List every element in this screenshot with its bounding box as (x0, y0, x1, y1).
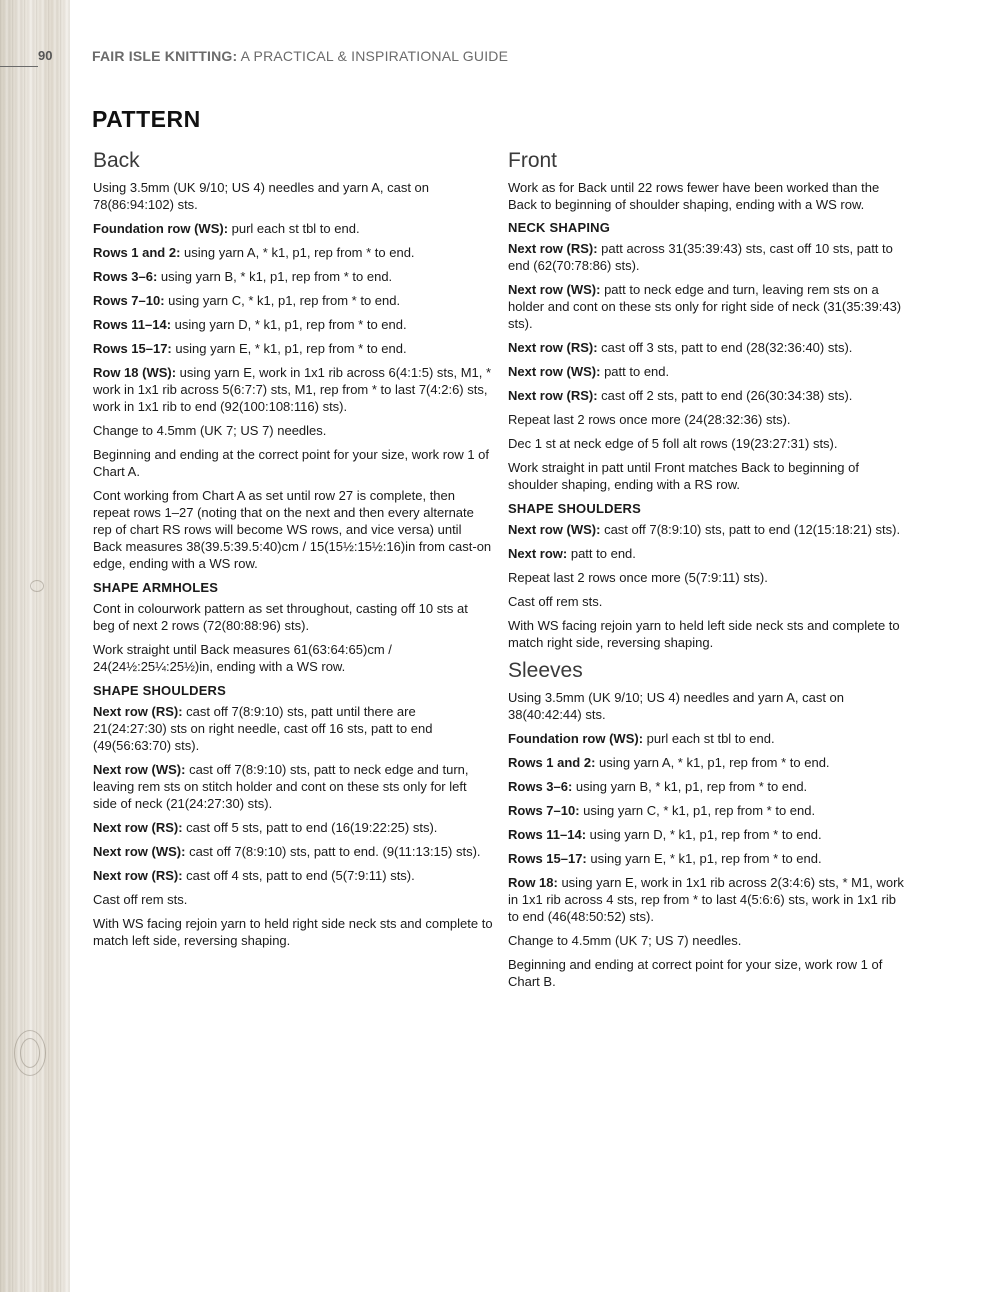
back-row: Rows 1 and 2: using yarn A, * k1, p1, rep from * to end. (93, 245, 415, 260)
front-cast-off: Cast off rem sts. (508, 594, 603, 609)
sleeve-row: Rows 15–17: using yarn E, * k1, p1, rep from * to end. (508, 851, 822, 866)
back-shoulder-row: Next row (WS): cast off 7(8:9:10) sts, patt to end. (9(11:13:15) sts). (93, 844, 481, 859)
front-rejoin: With WS facing rejoin yarn to held left side neck sts and complete to match right side, reversing shaping. (508, 618, 900, 650)
left-column (93, 148, 493, 956)
neck-row: Next row (RS): cast off 2 sts, patt to end (26(30:34:38) sts). (508, 388, 853, 403)
back-row: Rows 3–6: using yarn B, * k1, p1, rep from * to end. (93, 269, 393, 284)
back-intro: Using 3.5mm (UK 9/10; US 4) needles and yarn A, cast on 78(86:94:102) sts. (93, 180, 430, 212)
back-row: Rows 7–10: using yarn C, * k1, p1, rep from * to end. (93, 293, 401, 308)
back-shoulder-row: Next row (RS): cast off 4 sts, patt to end (5(7:9:11) sts). (93, 868, 415, 883)
sleeve-row: Rows 1 and 2: using yarn A, * k1, p1, rep from * to end. (508, 755, 830, 770)
back-heading: Back (93, 149, 140, 172)
woodgrain-margin (0, 0, 70, 1292)
page-number: 90 (38, 48, 53, 63)
sleeve-row: Rows 11–14: using yarn D, * k1, p1, rep from * to end. (508, 827, 822, 842)
front-intro: Work as for Back until 22 rows fewer have been worked than the Back to beginning of shoulder shaping, ending with a WS row. (508, 180, 880, 212)
armholes-text: Work straight until Back measures 61(63:64:65)cm / 24(24½:25¼:25½)in, ending with a WS row. (93, 642, 392, 674)
front-repeat: Repeat last 2 rows once more (5(7:9:11) sts). (508, 570, 768, 585)
sleeves-intro: Using 3.5mm (UK 9/10; US 4) needles and yarn A, cast on 38(40:42:44) sts. (508, 690, 845, 722)
back-cast-off: Cast off rem sts. (93, 892, 188, 907)
back-change-needles: Change to 4.5mm (UK 7; US 7) needles. (93, 423, 327, 438)
back-row: Foundation row (WS): purl each st tbl to end. (93, 221, 360, 236)
right-column (508, 148, 908, 997)
back-shoulder-row: Next row (RS): cast off 7(8:9:10) sts, patt until there are 21(24:27:30) sts on right needle, cast off 16 sts, patt to end (49(56:63:70) sts). (93, 704, 433, 753)
neck-repeat: Repeat last 2 rows once more (24(28:32:36) sts). (508, 412, 791, 427)
page-title: PATTERN (92, 106, 201, 132)
front-shoulder-row: Next row: patt to end. (508, 546, 636, 561)
back-cont-working: Cont working from Chart A as set until row 27 is complete, then repeat rows 1–27 (noting that on the next and then every alternate rep of chart RS rows will become WS rows, and vice versa) until Back measures 38(39.5:39.5:40)cm / 15(15½:15½:16)in from cast-on edge, ending with a WS row. (93, 488, 492, 571)
back-row: Row 18 (WS): using yarn E, work in 1x1 rib across 6(4:1:5) sts, M1, * work in 1x1 rib across 5(6:7:7) sts, M1, rep from * to last 7(4:2:6) sts, work in 1x1 rib to end (92(100:108:116) sts). (93, 365, 492, 414)
book-subtitle: A PRACTICAL & INSPIRATIONAL GUIDE (237, 48, 509, 64)
sleeve-row: Rows 3–6: using yarn B, * k1, p1, rep from * to end. (508, 779, 808, 794)
book-title: FAIR ISLE KNITTING: (92, 48, 238, 64)
neck-shaping-heading: NECK SHAPING (508, 220, 611, 235)
back-shoulder-row: Next row (RS): cast off 5 sts, patt to end (16(19:22:25) sts). (93, 820, 438, 835)
armholes-text: Cont in colourwork pattern as set throughout, casting off 10 sts at beg of next 2 rows (72(80:88:96) sts). (93, 601, 468, 633)
back-shoulder-row: Next row (WS): cast off 7(8:9:10) sts, patt to neck edge and turn, leaving rem sts on stitch holder and cont on these sts only for left side of neck (21(24:27:30) sts). (93, 762, 469, 811)
shape-armholes-heading: SHAPE ARMHOLES (93, 580, 219, 595)
front-shape-shoulders-heading: SHAPE SHOULDERS (508, 501, 642, 516)
neck-row: Next row (RS): cast off 3 sts, patt to end (28(32:36:40) sts). (508, 340, 853, 355)
neck-row: Next row (WS): patt to end. (508, 364, 670, 379)
sleeve-row: Foundation row (WS): purl each st tbl to end. (508, 731, 775, 746)
wood-knot (20, 1038, 40, 1068)
sleeve-row: Row 18: using yarn E, work in 1x1 rib across 2(3:4:6) sts, * M1, work in 1x1 rib across 4 sts, rep from * to last 4(5:6:6) sts, work in 1x1 rib to end (46(48:50:52) sts). (508, 875, 904, 924)
back-begin-chart: Beginning and ending at the correct point for your size, work row 1 of Chart A. (93, 447, 489, 479)
back-rejoin: With WS facing rejoin yarn to held right side neck sts and complete to match left side, reversing shaping. (93, 916, 493, 948)
header-rule (0, 66, 38, 67)
front-shoulder-row: Next row (WS): cast off 7(8:9:10) sts, patt to end (12(15:18:21) sts). (508, 522, 901, 537)
sleeve-row: Rows 7–10: using yarn C, * k1, p1, rep from * to end. (508, 803, 816, 818)
neck-straight: Work straight in patt until Front matches Back to beginning of shoulder shaping, ending with a RS row. (508, 460, 859, 492)
sleeves-begin-chart: Beginning and ending at correct point for your size, work row 1 of Chart B. (508, 957, 883, 989)
back-shape-shoulders-heading: SHAPE SHOULDERS (93, 683, 227, 698)
back-row: Rows 11–14: using yarn D, * k1, p1, rep from * to end. (93, 317, 407, 332)
neck-dec: Dec 1 st at neck edge of 5 foll alt rows (19(23:27:31) sts). (508, 436, 838, 451)
neck-row: Next row (RS): patt across 31(35:39:43) sts, cast off 10 sts, patt to end (62(70:78:86) sts). (508, 241, 893, 273)
sleeves-change-needles: Change to 4.5mm (UK 7; US 7) needles. (508, 933, 742, 948)
neck-row: Next row (WS): patt to neck edge and turn, leaving rem sts on a holder and cont on these sts only for right side of neck (31(35:39:43) sts). (508, 282, 902, 331)
wood-knot (30, 580, 44, 592)
sleeves-heading: Sleeves (508, 659, 583, 682)
front-heading: Front (508, 149, 558, 172)
back-row: Rows 15–17: using yarn E, * k1, p1, rep from * to end. (93, 341, 407, 356)
running-head (92, 48, 508, 64)
